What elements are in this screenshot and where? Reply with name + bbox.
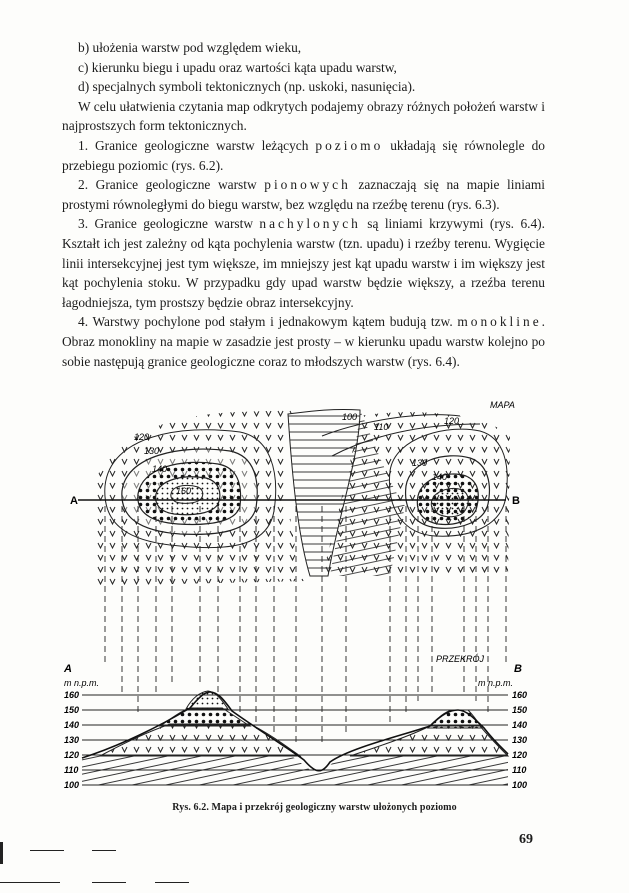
p1-pre: 1. Granice geologiczne warstw leżących: [78, 137, 316, 153]
margin-rule-1: [30, 850, 64, 851]
point-b-section: B: [514, 663, 522, 675]
elev-l-120: 120: [64, 750, 80, 760]
elev-l-140: 140: [64, 720, 80, 730]
elev-l-150: 150: [64, 705, 80, 715]
figure-caption: Rys. 6.2. Mapa i przekrój geologiczny warstw ułożonych poziomo: [172, 802, 457, 813]
p4-pre: 4. Warstwy pochylone pod stałym i jednakowym kątem budują tzw.: [78, 314, 458, 330]
list-item-c: c) kierunku biegu i upadu oraz wartości kąta upadu warstw,: [78, 59, 397, 75]
elev-r-140: 140: [512, 720, 528, 730]
label-100: 100: [342, 412, 358, 422]
body-text: [62, 38, 545, 371]
unit-left: m n.p.m.: [64, 678, 100, 688]
layer-base: [82, 755, 508, 785]
label-120-right: 120: [444, 416, 460, 426]
figure-svg: [60, 396, 530, 798]
cross-section: [63, 654, 527, 790]
margin-rule-2: [92, 850, 116, 851]
elev-r-100: 100: [512, 780, 528, 790]
p3-pre: 3. Granice geologiczne warstw: [78, 216, 260, 232]
label-120-left: 120: [134, 432, 150, 442]
list-item-d: d) specjalnych symboli tektonicznych (np. uskoki, nasunięcia).: [78, 79, 416, 95]
margin-rule-5: [155, 882, 189, 883]
elev-l-160: 160: [64, 690, 80, 700]
p1-term: poziomo: [315, 137, 384, 153]
section-label: PRZEKRÓJ: [436, 654, 485, 664]
label-130-left: 130: [144, 446, 160, 456]
point-a-section: A: [64, 663, 72, 675]
paragraph-3: [62, 214, 545, 312]
margin-rule-3: [0, 882, 60, 883]
elev-r-160: 160: [512, 690, 528, 700]
intro-paragraph: W celu ułatwienia czytania map odkrytych podajemy obrazy różnych położeń warstw i najprostszych form tektonicznych.: [62, 98, 545, 134]
paragraph-2: [62, 175, 545, 214]
label-110: 110: [374, 422, 389, 432]
elev-r-110: 110: [512, 765, 527, 775]
margin-rule-4: [92, 882, 126, 883]
elev-r-130: 130: [512, 735, 528, 745]
paragraph-4: [62, 312, 545, 371]
elev-l-110: 110: [64, 765, 79, 775]
paragraph-1: [62, 136, 545, 175]
p3-post: są liniami krzywymi (rys. 6.4). Kształt ich jest zależny od kąta pochylenia warstw (tzn. upadu) i rzeźby terenu. Wygięcie linii intersekcyjnej jest tym większe, im mniejszy jest kąt upadu warstw i im większy jest kąt pochylenia stoku. W przypadku gdy upad warstw będzie większy, a rzeźba terenu łagodniejsza, tym prostszy będzie obraz intersekcyjny.: [62, 216, 545, 310]
label-130-right: 130: [412, 458, 428, 468]
p4-post: . Obraz monokliny na mapie w zasadzie jest prosty – w kierunku upadu warstw kolejno po sobie następują granice geologiczne coraz to młodszych warstw (rys. 6.4).: [62, 314, 545, 369]
p2-post: zaznaczają się na mapie liniami prostymi równoległymi do biegu warstw, bez względu na rzeźbę terenu (rys. 6.3).: [62, 177, 545, 212]
elev-r-150: 150: [512, 705, 528, 715]
geologic-figure: [60, 396, 530, 798]
point-a-map: A: [70, 495, 78, 507]
elev-l-100: 100: [64, 780, 80, 790]
point-b-map: B: [512, 495, 520, 507]
label-140-left: 140: [152, 464, 168, 474]
label-140-right: 140: [432, 472, 448, 482]
map: [70, 400, 520, 586]
map-label: MAPA: [490, 400, 515, 410]
list-item-b: b) ułożenia warstw pod względem wieku,: [78, 40, 302, 55]
p3-term: nachylonych: [259, 216, 361, 232]
label-160: 160: [176, 486, 192, 496]
p1-post: układają się równolegle do przebiegu poziomic (rys. 6.2).: [62, 137, 545, 173]
page-number: 69: [519, 832, 533, 847]
layer-v-right: [350, 726, 508, 756]
p2-term: pionowych: [264, 177, 351, 193]
margin-bar: [0, 842, 3, 864]
p2-pre: 2. Granice geologiczne warstw: [78, 177, 265, 193]
p4-term: monokline: [457, 314, 542, 330]
elev-l-130: 130: [64, 735, 80, 745]
unit-right: m n.p.m.: [478, 678, 514, 688]
elev-r-120: 120: [512, 750, 528, 760]
